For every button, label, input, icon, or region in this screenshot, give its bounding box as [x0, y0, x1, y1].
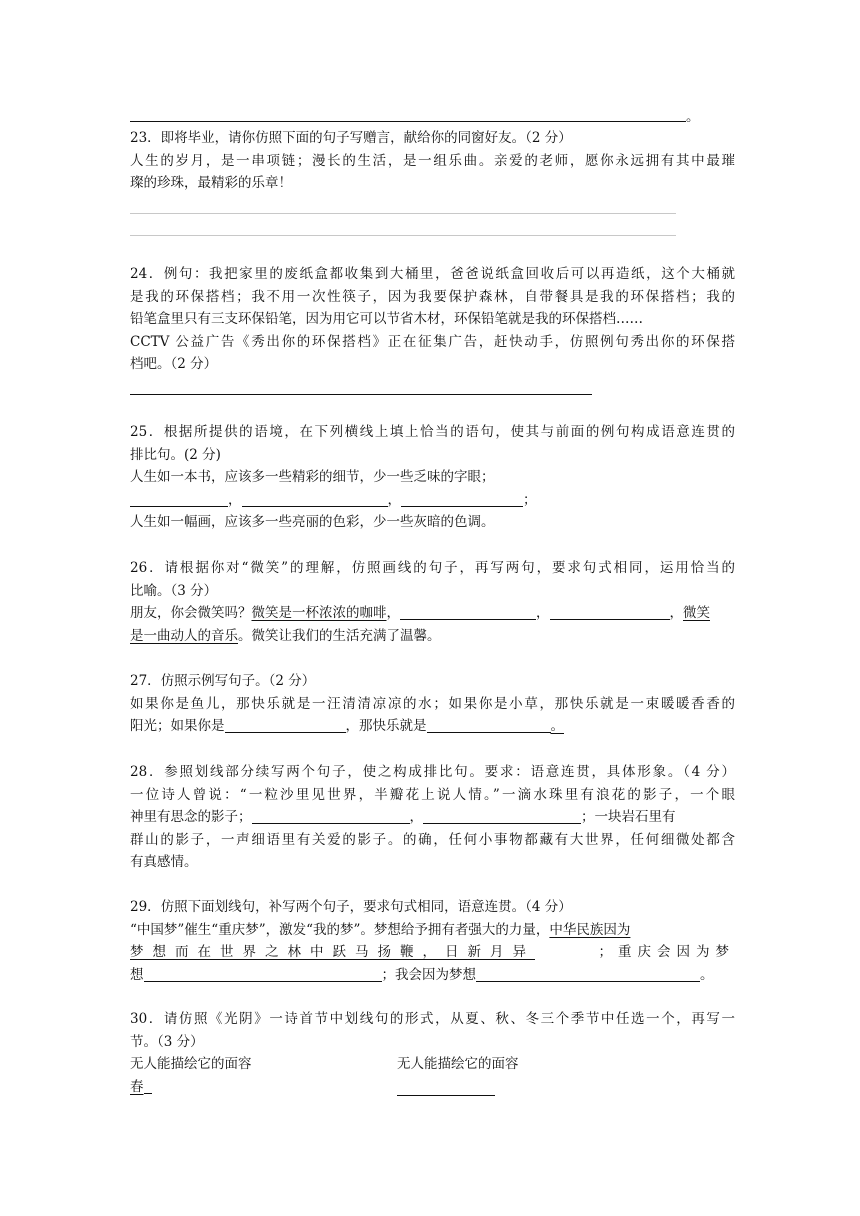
q26-underlined-coffee: 微笑是一杯浓浓的咖啡	[251, 605, 387, 621]
q30-line1: 30．请仿照《光阴》一诗首节中划线句的形式，从夏、秋、冬三个季节中任选一个，再写一	[130, 1011, 735, 1027]
q26-comma-2: ，	[536, 605, 550, 621]
q28-line2: 一位诗人曾说：“一粒沙里见世界，半瓣花上说人情。”一滴水珠里有浪花的影子，一个眼	[130, 786, 735, 803]
question-23	[130, 127, 735, 195]
q26-comma: ，	[386, 605, 400, 621]
q29-blank-2[interactable]	[476, 965, 700, 982]
question-28	[130, 761, 735, 874]
question-30	[130, 1008, 735, 1098]
q29-blank-1[interactable]	[144, 965, 382, 982]
question-26	[130, 557, 735, 647]
q24-line1: 24．例句：我把家里的废纸盒都收集到大桶里，爸爸说纸盒回收后可以再造纸，这个大桶就	[130, 266, 735, 282]
q25-line5: 人生如一幅画，应该多一些亮丽的色彩，少一些灰暗的色调。	[130, 514, 495, 530]
q23-prompt: 23．即将毕业，请你仿照下面的句子写赠言，献给你的同窗好友。（2 分）	[130, 130, 572, 146]
q26-comma-3: ，	[669, 605, 683, 621]
top-period: 。	[686, 109, 700, 125]
q29-line3	[130, 941, 735, 964]
q27-text-b: ，那快乐就是	[345, 718, 427, 734]
q29-period: 。	[700, 966, 714, 983]
q23-answer-line-2[interactable]	[130, 235, 676, 236]
q27-period: 。	[550, 718, 564, 734]
q27-line1: 27．仿照示例写句子。（2 分）	[130, 673, 316, 689]
q29-underlined-2: 梦想而在世界之林中跃马扬鞭，日新月异	[130, 944, 535, 960]
q28-text-c: ；一块岩石里有	[581, 809, 676, 825]
q24-line2: 是我的环保搭档；我不用一次性筷子，因为我要保护森林，自带餐具是我的环保搭档；我的	[130, 288, 735, 305]
q28-line4: 群山的影子，一声细语里有关爱的影子。的确，任何小事物都藏有大世界，任何细微处都含	[130, 831, 735, 848]
q26-line2: 比喻。（3 分）	[130, 582, 218, 599]
q25-blank-2[interactable]	[242, 490, 388, 507]
q27-text-a: 阳光；如果你是	[130, 718, 225, 734]
q30-line2: 节。（3 分）	[130, 1033, 204, 1050]
q25-comma-2: ，	[387, 491, 401, 508]
q29-line2	[130, 919, 735, 942]
q28-line3	[130, 806, 735, 829]
q28-blank-1[interactable]	[252, 807, 410, 824]
q27-line2: 如果你是鱼儿，那快乐就是一汪清清凉凉的水；如果你是小草，那快乐就是一束暖暖香香的	[130, 695, 735, 712]
q25-blank-1[interactable]	[130, 490, 228, 507]
q30-answer-blank[interactable]	[397, 1079, 495, 1096]
q25-line1: 25．根据所提供的语境，在下列横线上填上恰当的语句，使其与前面的例句构成语意连贯的	[130, 424, 735, 440]
q29-line4	[130, 964, 735, 987]
q27-line3	[130, 715, 735, 738]
q24-answer-line[interactable]	[130, 394, 592, 395]
q29-text-a: “中国梦”催生“重庆梦”，激发“我的梦”。梦想给予拥有者强大的力量，	[130, 921, 550, 938]
q29-text-b: ；重庆会因为梦	[598, 944, 735, 960]
question-27	[130, 670, 735, 738]
q30-poem-line1	[130, 1053, 735, 1076]
q30-left-line1: 无人能描绘它的面容	[130, 1056, 252, 1072]
q29-text-c: 想	[130, 966, 144, 983]
q23-example-line1: 人生的岁月，是一串项链；漫长的生活，是一组乐曲。亲爱的老师，愿你永远拥有其中最璀	[130, 152, 735, 169]
q30-poem-line2	[130, 1076, 735, 1099]
q25-semicolon: ；	[523, 491, 537, 508]
q29-text-d: ；我会因为梦想	[381, 966, 476, 983]
q26-text-a: 朋友，你会微笑吗？	[130, 605, 252, 621]
q29-underlined-1: 中华民族因为	[549, 921, 631, 938]
q26-blank-1[interactable]	[400, 603, 536, 620]
answer-line-top	[130, 121, 686, 122]
q28-blank-2[interactable]	[423, 807, 581, 824]
q26-line4	[130, 625, 735, 648]
q26-blank-2[interactable]	[550, 603, 670, 620]
q30-spring-underline-tail	[144, 1077, 152, 1094]
question-24	[130, 263, 735, 376]
q26-line3	[130, 602, 735, 625]
q23-answer-line-1[interactable]	[130, 213, 676, 214]
question-29	[130, 896, 735, 986]
q27-blank-2[interactable]	[427, 716, 551, 733]
q26-text-end: 。微笑让我们的生活充满了温馨。	[238, 627, 441, 644]
q26-line1: 26．请根据你对“微笑”的理解，仿照画线的句子，再写两句，要求句式相同，运用恰当的	[130, 560, 735, 576]
q28-line1: 28．参照划线部分续写两个句子，使之构成排比句。要求：语意连贯，具体形象。（4 分）	[130, 764, 735, 780]
q25-blank-3[interactable]	[401, 490, 523, 507]
q28-comma: ，	[409, 809, 423, 825]
q28-text-a: 神里有思念的影子；	[130, 809, 252, 825]
q30-right-line1: 无人能描绘它的面容	[397, 1056, 519, 1072]
q24-line4: CCTV 公益广告《秀出你的环保搭档》正在征集广告，赶快动手，仿照例句秀出你的环保搭	[130, 333, 735, 350]
q26-underlined-smile: 微笑	[683, 605, 710, 621]
q24-line5: 档吧。（2 分）	[130, 356, 218, 372]
q30-left-spring: 春	[130, 1078, 144, 1095]
q23-example-line2: 璨的珍珠，最精彩的乐章！	[130, 175, 292, 191]
q28-line5: 有真感情。	[130, 854, 198, 870]
q26-underlined-music: 是一曲动人的音乐	[130, 627, 238, 644]
q27-blank-1[interactable]	[225, 716, 346, 733]
q24-line3: 铅笔盒里只有三支环保铅笔，因为用它可以节省木材，环保铅笔就是我的环保搭档……	[130, 311, 643, 327]
q29-line1: 29．仿照下面划线句，补写两个句子，要求句式相同，语意连贯。（4 分）	[130, 899, 572, 915]
q25-line2: 排比句。(2 分)	[130, 446, 221, 463]
q25-blank-line	[130, 489, 735, 512]
question-25	[130, 421, 735, 534]
q25-comma-1: ，	[228, 491, 242, 508]
q25-line3: 人生如一本书，应该多一些精彩的细节，少一些乏味的字眼；	[130, 469, 495, 485]
